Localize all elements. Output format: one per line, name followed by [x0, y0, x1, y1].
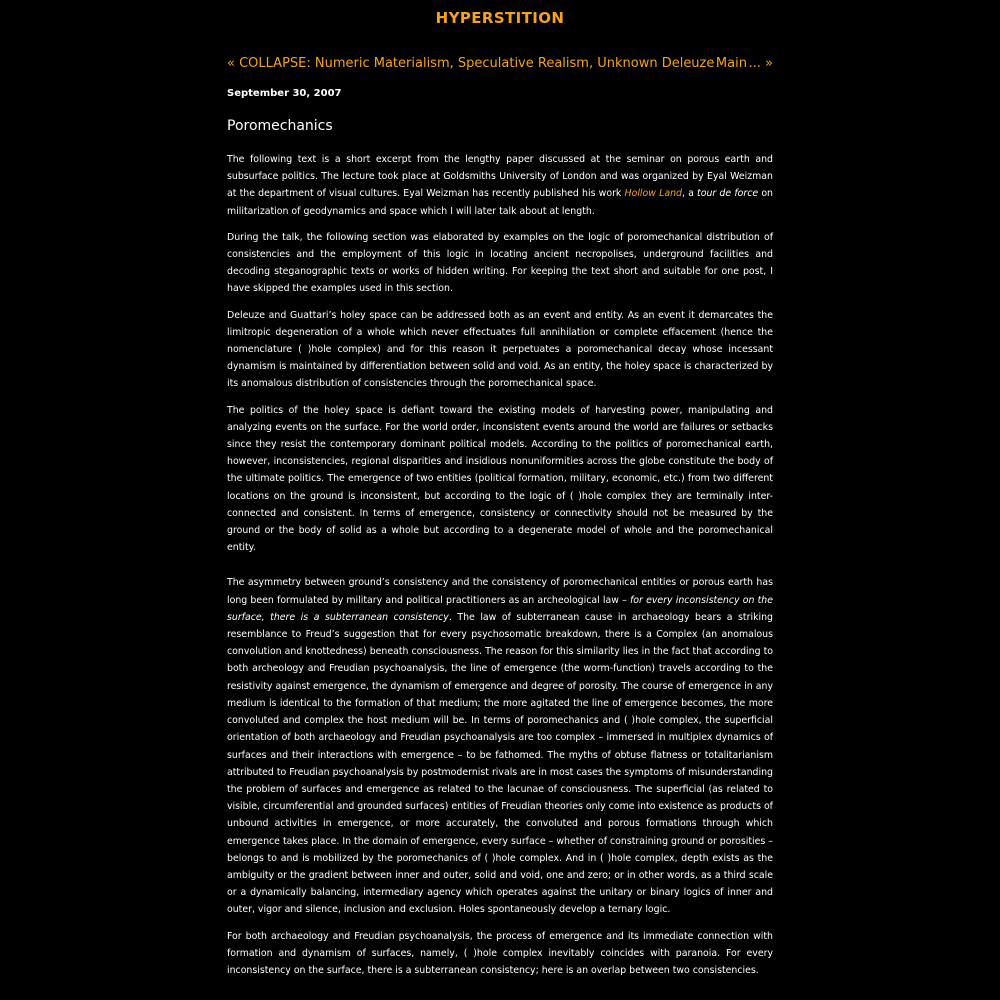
- paragraph-5-emphasis: for every inconsistency on the surface, there is a subterranean consistency: [227, 594, 773, 623]
- post-date: September 30, 2007: [227, 88, 342, 99]
- paragraph-1-text-b: , a: [681, 188, 698, 200]
- paragraph-5-text-a: The asymmetry between ground’s consistency and the consistency of poromechanical entities or porous earth has long been formulated by military and political practitioners as an archeological law –: [227, 577, 773, 606]
- paragraph-6: For both archaeology and Freudian psychoanalysis, the process of emergence and its immediate connection with formation and dynamism of surfaces, namely, ( )hole complex inevitably coincides with paranoia. For every inconsistency on the surface, there is a subterranean consistency; here is an overlap between two consistencies.: [227, 930, 773, 976]
- paragraph-5: [227, 574, 773, 918]
- site-banner: [0, 8, 1000, 27]
- next-post-link[interactable]: ... »: [748, 56, 773, 71]
- paragraph-2: During the talk, the following section was elaborated by examples on the logic of poromechanical distribution of consistencies and the employment of this logic in locating ancient necropolises, underground facilities and decoding steganographic texts or works of hidden writing. For keeping the text short and suitable for one post, I have skipped the examples used in this section.: [227, 231, 773, 295]
- paragraph-1-emphasis: tour de force: [697, 188, 759, 200]
- paragraph-4: The politics of the holey space is defiant toward the existing models of harvesting power, manipulating and analyzing events on the surface. For the world order, inconsistent events around the world are failures or setbacks since they resist the contemporary dominant political models. According to the politics of poromechanical earth, however, inconsistencies, regional disparities and insidious nonuniformities across the globe constitute the body of the ultimate politics. The emergence of two entities (political formation, military, economic, etc.) from two different locations on the ground is inconsistent, but according to the logic of ( )hole complex they are terminally inter-connected and consistent. In terms of emergence, consistency or connectivity should not be measured by the ground or the body of solid as a whole but according to a degenerate model of whole and the poromechanical entity.: [227, 404, 773, 554]
- hollow-land-link[interactable]: Hollow Land: [624, 188, 682, 200]
- previous-post-link[interactable]: « COLLAPSE: Numeric Materialism, Speculative Realism, Unknown Deleuze: [227, 56, 715, 71]
- paragraph-1: [227, 151, 773, 220]
- paragraph-3: Deleuze and Guattari’s holey space can be addressed both as an event and entity. As an event it demarcates the limitropic degeneration of a whole which never effectuates full annihilation or complete effacement (hence the nomenclature ( )hole complex) and for this reason it perpetuates a poromechanical decay whose incessant dynamism is maintained by differentiation between solid and void. As an entity, the holey space is characterized by its anomalous distribution of consistencies through the poromechanical space.: [227, 309, 773, 390]
- paragraph-5-text-b: . The law of subterranean cause in archaeology bears a striking resemblance to Freud’s suggestion that for every psychosomatic breakdown, there is a Complex (an anomalous convolution and knottedness) beneath consciousness. The reason for this similarity lies in the fact that according to both archeology and Freudian psychoanalysis, the line of emergence (the worm-function) travels according to the resistivity against emergence, the dynamism of emergence and degree of porosity. The course of emergence in any medium is identical to the formation of that medium; the more agitated the line of emergence becomes, the more convoluted and complex the host medium will be. In terms of poromechanics and ( )hole complex, the superficial orientation of both archaeology and Freudian psychoanalysis are too complex – immersed in multiplex dynamics of surfaces and their interactions with emergence – to be fathomed. The myths of obtuse flatness or totalitarianism attributed to Freudian psychoanalysis by postmodernist rivals are in most cases the symptoms of misunderstanding the problem of surfaces and emergence as related to the lacunae of consciousness. The superficial (as related to visible, circumferential and grounded surfaces) entities of Freudian theories only come into existence as products of unbound activities in emergence, or more accurately, the convoluted and porous formations through which emergence takes place. In the domain of emergence, every surface – whether of constraining ground or porosities – belongs to and is mobilized by the poromechanics of ( )hole complex. And in ( )hole complex, depth exists as the ambiguity or the gradient between inner and outer, solid and void, one and zero; or in other words, as a third scale or a dynamically balancing, intermediary agency which operates against the unitary or binary logics of inner and outer, vigor and silence, inclusion and exclusion. Holes spontaneously develop a ternary logic.: [227, 611, 773, 916]
- paragraph-1-text-a: The following text is a short excerpt from the lengthy paper discussed at the seminar on porous earth and subsurface politics. The lecture took place at Goldsmiths University of London and was organized by Eyal Weizman at the department of visual cultures. Eyal Weizman has recently published his work: [227, 154, 773, 200]
- site-title-link[interactable]: HYPERSTITION: [435, 9, 565, 27]
- post-title: Poromechanics: [227, 118, 333, 134]
- main-link[interactable]: Main: [715, 56, 747, 71]
- paragraph-1-text-c: on militarization of geodynamics and space which I will later talk about at length.: [227, 188, 773, 217]
- post-body: [227, 151, 773, 988]
- post-navigation: [227, 55, 773, 73]
